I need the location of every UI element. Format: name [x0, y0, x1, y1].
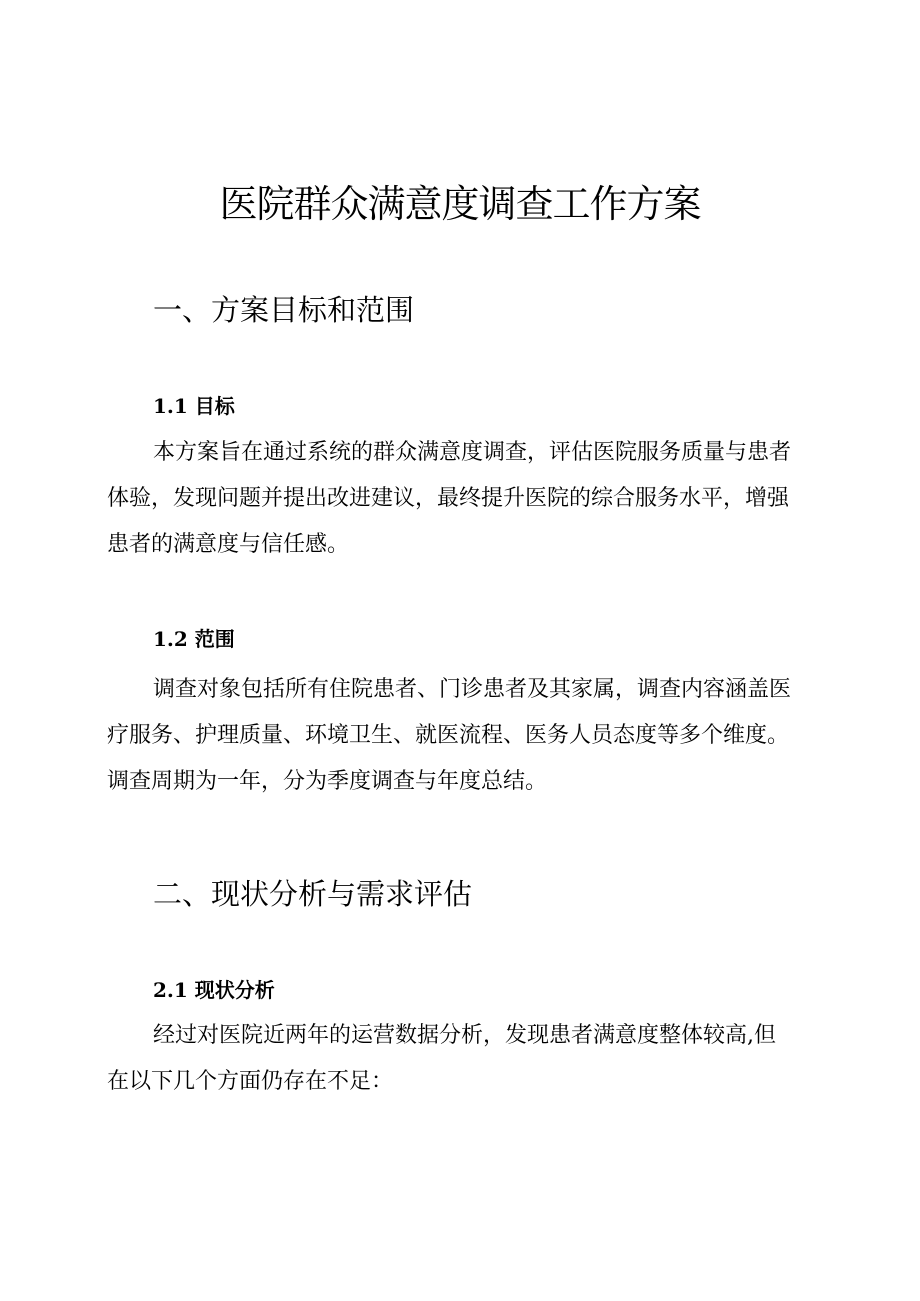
paragraph-line: 在以下几个方面仍存在不足： [107, 1069, 394, 1094]
paragraph-line: 本方案旨在通过系统的群众满意度调查，评估医院服务质量与患者 [153, 440, 792, 465]
document-title: 医院群众满意度调查工作方案 [219, 182, 701, 226]
subsection-heading-2-1: 2.1 现状分析 [153, 978, 275, 1002]
subsection-heading-1-2: 1.2 范围 [153, 627, 235, 651]
paragraph-scope [107, 667, 827, 805]
paragraph-line: 调查周期为一年，分为季度调查与年度总结。 [107, 769, 548, 794]
section-heading-1: 一、方案目标和范围 [153, 293, 415, 327]
paragraph-line: 疗服务、护理质量、环境卫生、就医流程、医务人员态度等多个维度。 [107, 723, 790, 748]
paragraph-line: 患者的满意度与信任感。 [107, 532, 350, 557]
paragraph-status-analysis [107, 1013, 827, 1105]
section-heading-2: 二、现状分析与需求评估 [153, 877, 473, 911]
subsection-heading-1-1: 1.1 目标 [153, 394, 235, 418]
paragraph-line: 调查对象包括所有住院患者、门诊患者及其家属，调查内容涵盖医 [153, 677, 792, 702]
paragraph-goal [107, 430, 827, 568]
paragraph-line: 经过对医院近两年的运营数据分析，发现患者满意度整体较高,但 [153, 1023, 776, 1048]
paragraph-line: 体验，发现问题并提出改进建议，最终提升医院的综合服务水平，增强 [107, 486, 790, 511]
